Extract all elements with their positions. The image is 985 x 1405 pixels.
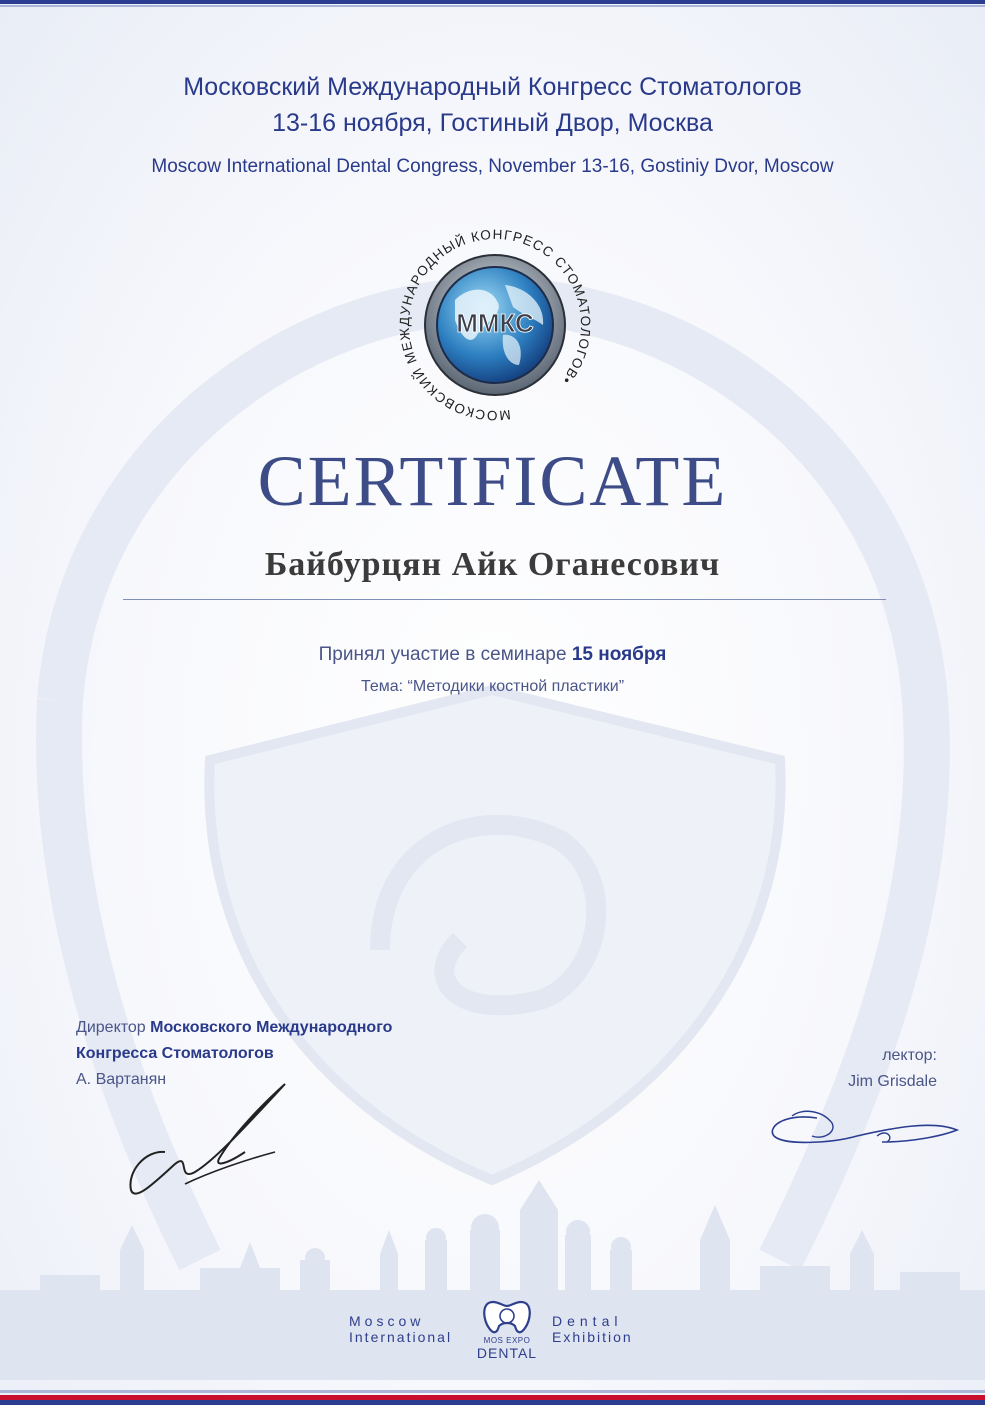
footer-logo-big: DENTAL (476, 1345, 538, 1361)
bottom-stripe-blue (0, 1400, 985, 1405)
logo-abbr: ММКС (456, 308, 534, 338)
footer-international: International (349, 1329, 453, 1345)
participation-prefix: Принял участие в семинаре (318, 644, 567, 665)
director-title-prefix: Директор (76, 1019, 146, 1036)
footer-dental: Dental (552, 1313, 623, 1329)
recipient-name: Байбурцян Айк Оганесович (264, 546, 721, 583)
tooth-icon (463, 1298, 551, 1338)
name-underline (123, 599, 886, 600)
lecturer-role: лектор: (882, 1047, 937, 1064)
participation-date: 15 ноября (571, 644, 667, 665)
participation-line (0, 644, 985, 666)
director-name: А. Вартанян (76, 1071, 167, 1088)
footer-logo-small: MOS EXPO (483, 1336, 531, 1345)
certificate-title: CERTIFICATE (257, 441, 728, 521)
mmks-logo (385, 215, 605, 435)
mosexpo-dental-logo (463, 1298, 551, 1364)
lecturer-signature (762, 1098, 967, 1156)
header-title-en: Moscow International Dental Congress, November 13-16, Gostiniy Dvor, Moscow (151, 156, 834, 177)
footer-left-text (349, 1313, 452, 1345)
lecturer-signature-block (848, 1043, 937, 1095)
logo-ring-text: МОСКОВСКИЙ МЕЖДУНАРОДНЫЙ КОНГРЕСС СТОМАТОЛОГОВ• (396, 226, 594, 424)
lecturer-name: Jim Grisdale (848, 1073, 937, 1090)
bottom-stripe-light (0, 1390, 985, 1393)
footer-moscow: Moscow (349, 1313, 425, 1329)
header-title-ru: Московский Международный Конгресс Стоматологов (183, 73, 802, 101)
director-title-bold-1: Московского Международного (150, 1019, 393, 1036)
director-title-bold-2: Конгресса Стоматологов (76, 1045, 274, 1062)
header-dates-ru: 13-16 ноября, Гостиный Двор, Москва (272, 109, 713, 137)
seminar-topic: Тема: “Методики костной пластики” (360, 678, 625, 695)
footer-right-text (552, 1313, 633, 1345)
footer-exhibition: Exhibition (552, 1329, 633, 1345)
